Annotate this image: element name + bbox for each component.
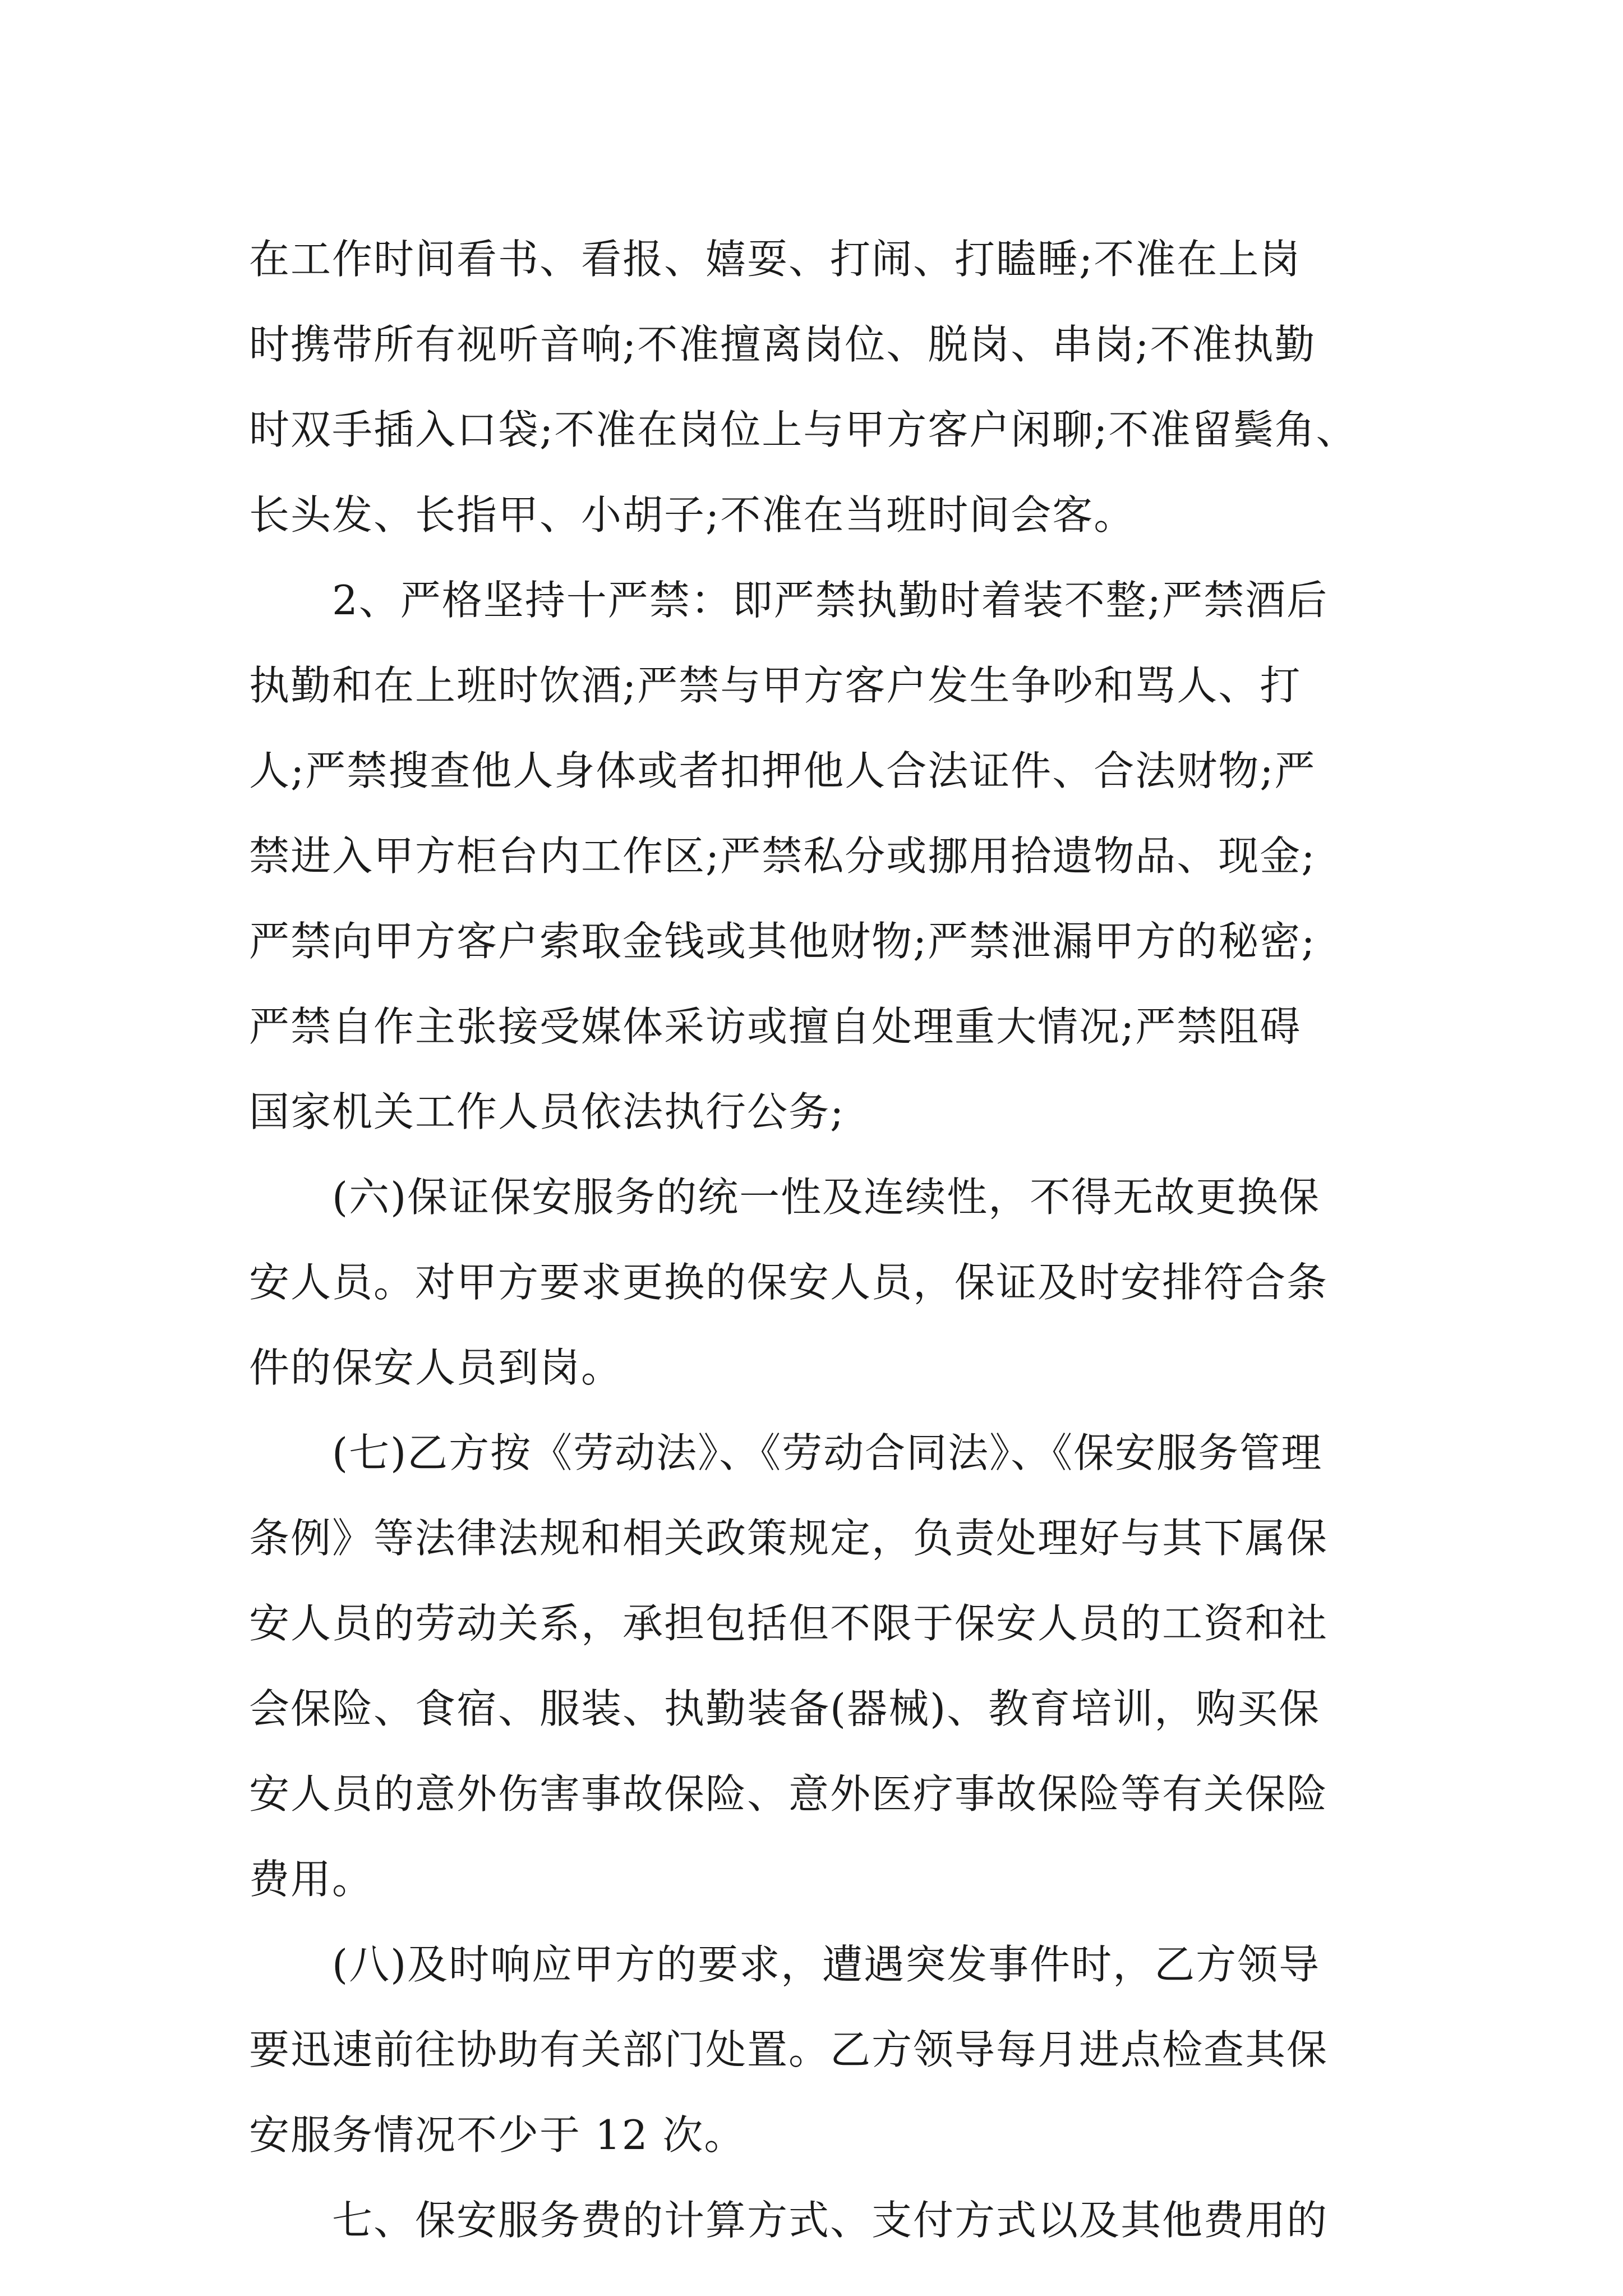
text-line: 条例》等法律法规和相关政策规定，负责处理好与其下属保 [249,1515,1329,1562]
text-line: 禁进入甲方柜台内工作区;严禁私分或挪用拾遗物品、现金; [249,832,1316,880]
text-line: 执勤和在上班时饮酒;严禁与甲方客户发生争吵和骂人、打 [249,662,1302,709]
document-body [249,217,1371,2263]
text-line: 严禁自作主张接受媒体采访或擅自处理重大情况;严禁阻碍 [249,1003,1302,1050]
text-line: 国家机关工作人员依法执行公务; [249,1088,845,1135]
text-line: 时双手插入口袋;不准在岗位上与甲方客户闲聊;不准留鬓角、 [249,406,1358,453]
text-line: 件的保安人员到岗。 [249,1344,623,1391]
paragraph-first-line: (八)及时响应甲方的要求，遭遇突发事件时，乙方领导 [332,1941,1321,1988]
text-line: 严禁向甲方客户索取金钱或其他财物;严禁泄漏甲方的秘密; [249,918,1316,965]
text-line: 要迅速前往协助有关部门处置。乙方领导每月进点检查其保 [249,2026,1329,2073]
paragraph-first-line: (六)保证保安服务的统一性及连续性，不得无故更换保 [332,1174,1321,1221]
text-line: 会保险、食宿、服装、执勤装备(器械)、教育培训，购买保 [249,1685,1321,1732]
paragraph-first-line: 2、严格坚持十严禁：即严禁执勤时着装不整;严禁酒后 [332,577,1329,624]
text-line: 安人员的劳动关系，承担包括但不限于保安人员的工资和社 [249,1600,1329,1647]
text-line: 长头发、长指甲、小胡子;不准在当班时间会客。 [249,491,1136,539]
text-line: 安人员。对甲方要求更换的保安人员，保证及时安排符合条 [249,1259,1329,1306]
text-line: 时携带所有视听音响;不准擅离岗位、脱岗、串岗;不准执勤 [249,321,1316,368]
text-line: 在工作时间看书、看报、嬉耍、打闹、打瞌睡;不准在上岗 [249,236,1302,283]
text-line: 安服务情况不少于 12 次。 [249,2111,746,2159]
paragraph-first-line: (七)乙方按《劳动法》、《劳动合同法》、《保安服务管理 [332,1429,1323,1476]
text-line: 费用。 [249,1856,374,1903]
text-line: 人;严禁搜查他人身体或者扣押他人合法证件、合法财物;严 [249,747,1316,794]
text-line: 安人员的意外伤害事故保险、意外医疗事故保险等有关保险 [249,1770,1329,1818]
section-heading-line: 七、保安服务费的计算方式、支付方式以及其他费用的 [332,2197,1329,2244]
